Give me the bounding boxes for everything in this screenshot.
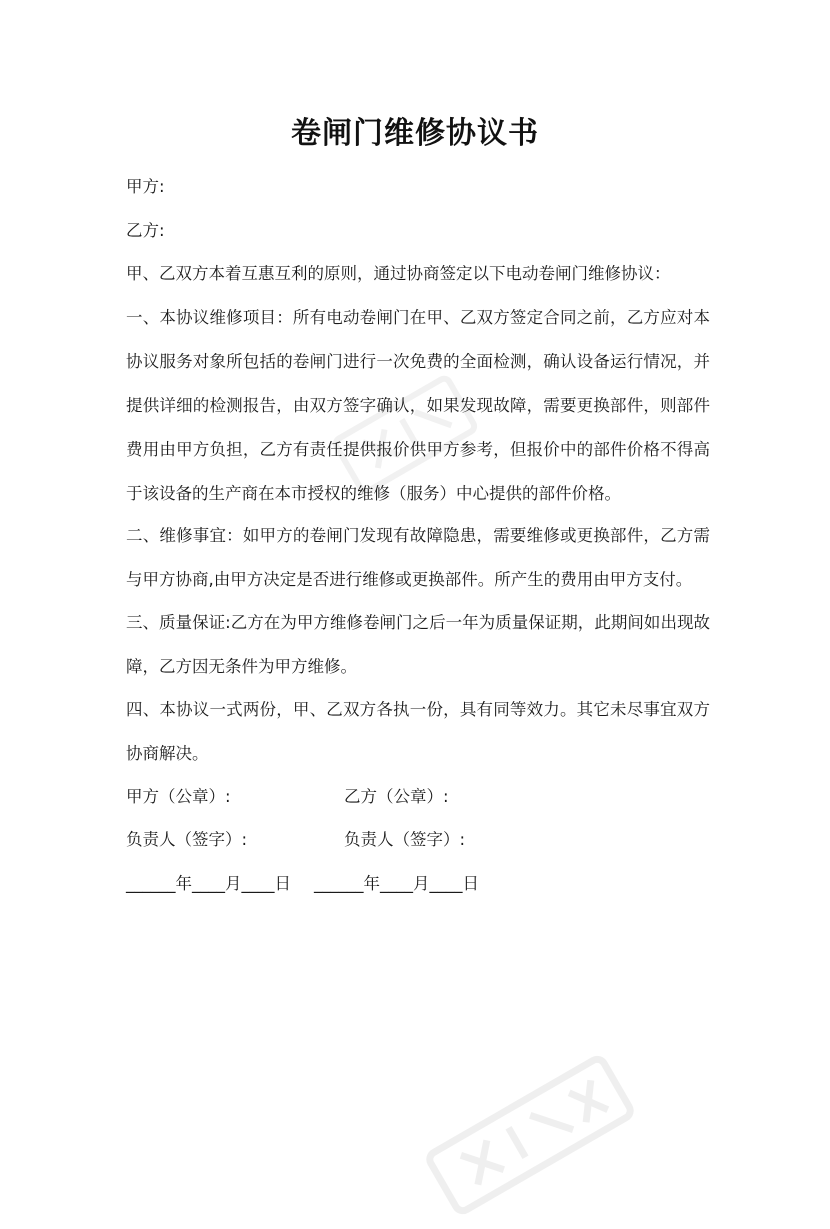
intro-paragraph: 甲、乙双方本着互惠互利的原则，通过协商签定以下电动卷闸门维修协议： bbox=[126, 264, 671, 283]
signer-a-label: 负责人（签字）: bbox=[126, 830, 248, 849]
clause-3-paragraph: 三、质量保证:乙方在为甲方维修卷闸门之后一年为质量保证期，此期间如出现故障，乙方因无条件为甲方维修。 bbox=[126, 613, 710, 676]
party-a-label: 甲方: bbox=[126, 177, 165, 196]
seal-a-label: 甲方（公章）: bbox=[126, 787, 231, 806]
date-a-field: ______年____月____日 bbox=[126, 874, 291, 893]
clause-1-paragraph: 一、本协议维修项目：所有电动卷闸门在甲、乙双方签定合同之前，乙方应对本协议服务对象所包括的卷闸门进行一次免费的全面检测，确认设备运行情况，并提供详细的检测报告，由双方签字确认，如果发现故障，需要更换部件，则部件费用由甲方负担，乙方有责任提供报价供甲方参考，但报价中的部件价格不得高于该设备的生产商在本市授权的维修（服务）中心提供的部件价格。 bbox=[126, 308, 710, 503]
watermark-logo-icon bbox=[412, 1041, 648, 1229]
signer-row bbox=[126, 818, 526, 862]
date-b-field: ______年____月____日 bbox=[314, 874, 479, 893]
party-b-label: 乙方: bbox=[126, 221, 165, 240]
clause-2-paragraph: 二、维修事宜：如甲方的卷闸门发现有故障隐患，需要维修或更换部件，乙方需与甲方协商,由甲方决定是否进行维修或更换部件。所产生的费用由甲方支付。 bbox=[126, 526, 710, 589]
document-title: 卷闸门维修协议书 bbox=[291, 116, 539, 151]
clause-4-paragraph: 四、本协议一式两份，甲、乙双方各执一份，具有同等效力。其它未尽事宜双方协商解决。 bbox=[126, 700, 710, 763]
seal-b-label: 乙方（公章）: bbox=[344, 787, 449, 806]
signer-b-label: 负责人（签字）: bbox=[344, 830, 466, 849]
seal-row bbox=[126, 775, 526, 819]
date-row bbox=[126, 862, 546, 906]
